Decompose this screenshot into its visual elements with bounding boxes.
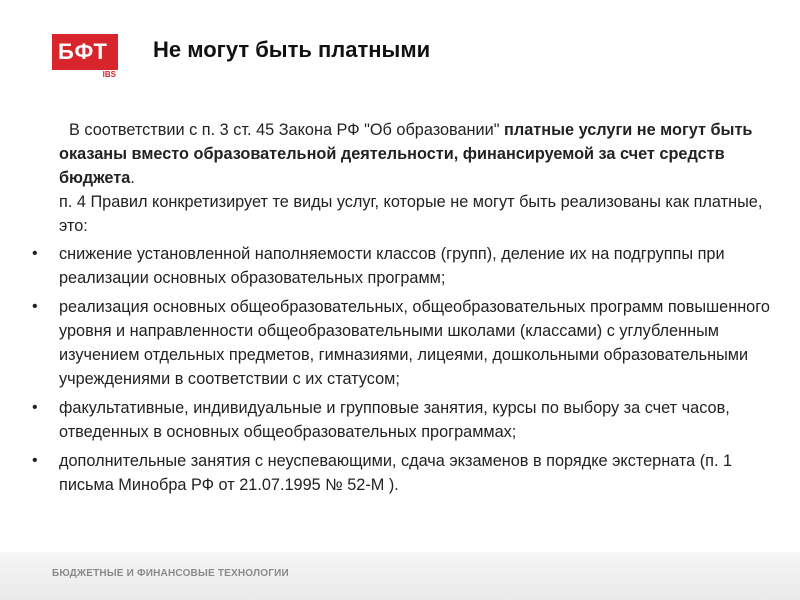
logo-text: БФТ <box>58 39 108 64</box>
list-item <box>30 295 775 391</box>
list-item <box>30 242 775 290</box>
company-logo <box>52 34 118 80</box>
list-item <box>30 449 775 497</box>
intro-bold: платные услуги не могут быть оказаны вместо образовательной деятельности, финансируемой за счет средств бюджета <box>59 121 753 187</box>
intro-part2: . <box>130 169 135 187</box>
list-item-text: реализация основных общеобразовательных, общеобразовательных программ повышенного уровня и направленности общеобразовательными школами (классами) с углубленным изучением отдельных предметов, гимназиями, лицеями, дошкольными образовательными учреждениями в соответствии с их статусом; <box>59 298 770 388</box>
footer-text: БЮДЖЕТНЫЕ И ФИНАНСОВЫЕ ТЕХНОЛОГИИ <box>52 568 289 579</box>
bullet-icon: • <box>32 399 38 416</box>
intro-part1: В соответствии с п. 3 ст. 45 Закона РФ "Об образовании" <box>69 121 505 139</box>
bullet-icon: • <box>32 452 38 469</box>
intro-line2: п. 4 Правил конкретизирует те виды услуг, которые не могут быть реализованы как платные, это: <box>59 193 763 235</box>
page-title: Не могут быть платными <box>153 37 431 62</box>
main-content <box>30 118 775 502</box>
list-item <box>30 396 775 444</box>
bullet-icon: • <box>32 245 38 262</box>
logo-sub: IBS <box>102 70 116 79</box>
logo-bar <box>52 70 118 80</box>
list-item-text: снижение установленной наполняемости классов (групп), деление их на подгруппы при реализации основных образовательных программ; <box>59 245 725 287</box>
list-item-text: факультативные, индивидуальные и групповые занятия, курсы по выбору за счет часов, отведенных в основных общеобразовательных программах; <box>59 399 730 441</box>
bullet-list <box>30 242 775 497</box>
bullet-icon: • <box>32 298 38 315</box>
list-item-text: дополнительные занятия с неуспевающими, сдача экзаменов в порядке экстерната (п. 1 письма Минобра РФ от 21.07.1995 № 52-М ). <box>59 452 733 494</box>
intro-paragraph <box>30 118 775 238</box>
